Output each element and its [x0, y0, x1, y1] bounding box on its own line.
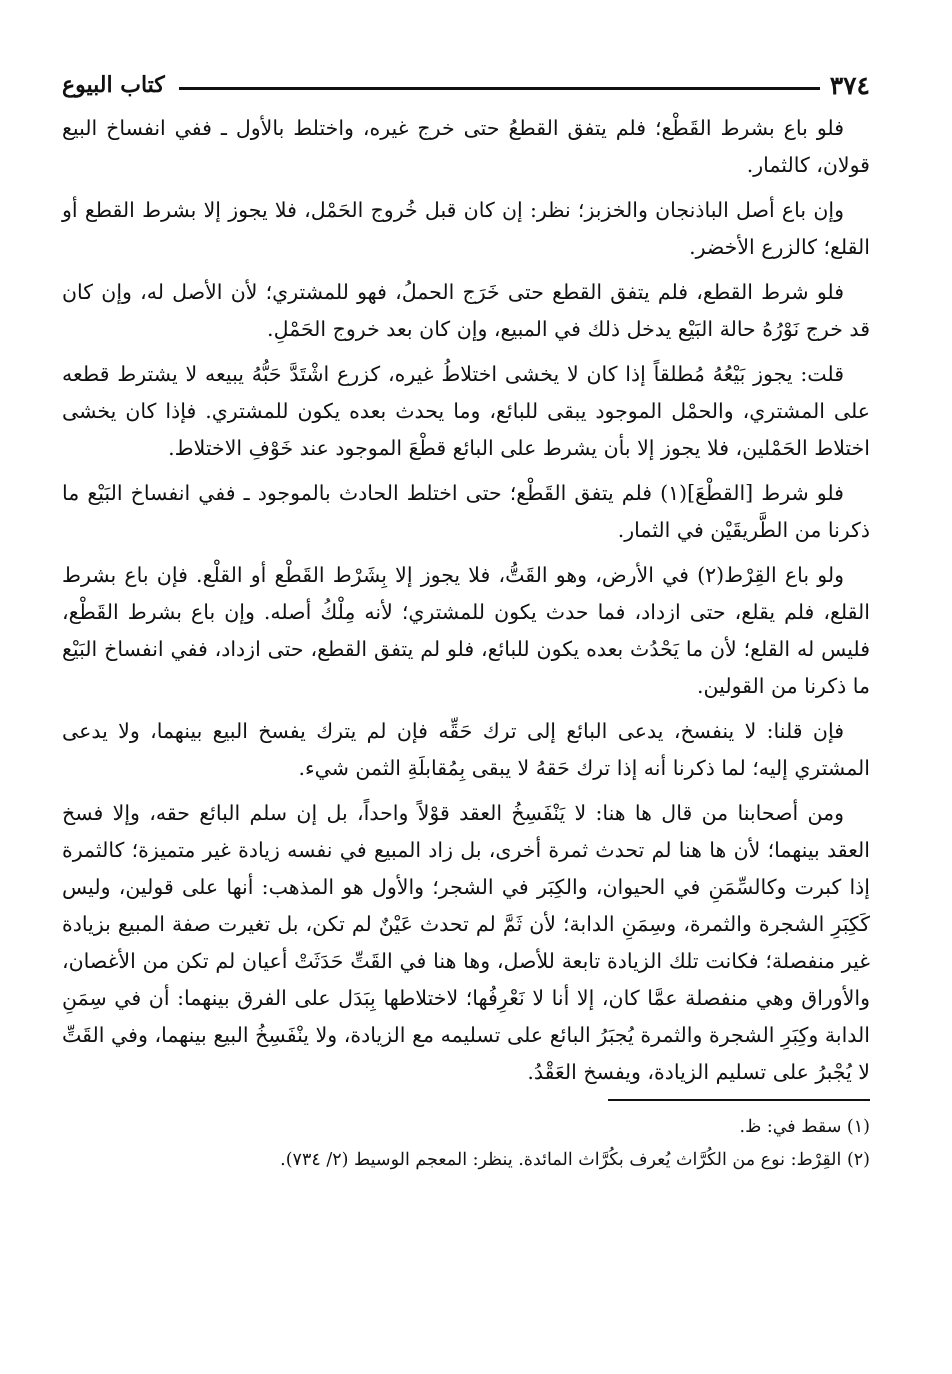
paragraph: قلت: يجوز بَيْعُهُ مُطلقاً إذا كان لا يخشى اختلاطُ غيره، كزرع اشْتَدَّ حَبُّهُ يبيعه لا يشترط قطعه على المشتري، والحمْل الموجود يبقى للبائع، وما يحدث بعده يكون للمشتري. فإذا كان يخشى اختلاط الحَمْلين، فلا يجوز إلا بأن يشرط على البائع قطْعَ الموجود عند خَوْفِ الاختلاط. — [62, 362, 870, 460]
book-page — [62, 68, 870, 1177]
paragraph: فلو شرط القطع، فلم يتفق القطع حتى خَرَج الحملُ، فهو للمشتري؛ لأن الأصل له، وإن كان قد خرج نَوْرُهُ حالة البَيْع يدخل ذلك في المبيع، وإن كان بعد خروج الحَمْلِ. — [62, 280, 870, 341]
footnote: (٢) القِرْط: نوع من الكُرَّاث يُعرف بكُرَّاث المائدة. ينظر: المعجم الوسيط (٢/ ٧٣٤). — [280, 1150, 870, 1170]
footnotes — [62, 1111, 870, 1177]
footnote: (١) سقط في: ظ. — [739, 1117, 870, 1137]
paragraph: ومن أصحابنا من قال ها هنا: لا يَنْفَسِخُ العقد قوْلاً واحداً، بل إن سلم البائع حقه، وإلا فسخ العقد بينهما؛ لأن ها هنا لم تحدث ثمرة أخرى، بل زاد المبيع في نفسه زيادة غير متميزة؛ كالثمرة إذا كبرت وكالسِّمَنِ في الحيوان، والكِبَر في الشجر؛ والأول هو المذهب: أنها على قولين، وليس كَكِبَرِ الشجرة والثمرة، وسِمَنِ الدابة؛ لأن ثَمَّ لم تحدث عَيْنٌ لم تكن، بل تغيرت صفة المبيع بزيادة غير منفصلة؛ فكانت تلك الزيادة تابعة للأصل، وها هنا في القَتِّ حَدَثَتْ أعيان لم تكن من الأغصان، والأوراق وهي منفصلة عمَّا كان، إلا أنا لا نَعْرِفُها؛ لاختلاطها بِبَدَل على الفرق بينهما: أن في سِمَنِ الدابة وكِبَرِ الشجرة والثمرة يُجبَرُ البائع على تسليمه مع الزيادة، ولا ينْفَسِخُ البيع بينهما، وفي القَتِّ لا يُجْبرُ على تسليم الزيادة، ويفسخ العَقْدُ. — [62, 801, 870, 1084]
main-text — [62, 110, 870, 1091]
running-title: كتاب البيوع — [62, 72, 165, 98]
paragraph: وإن باع أصل الباذنجان والخزبز؛ نظر: إن كان قبل خُروج الحَمْل، فلا يجوز إلا بشرط القطع أو القلع؛ كالزرع الأخضر. — [62, 198, 870, 259]
page-header — [62, 68, 870, 102]
paragraph: فلو شرط [القطْعَ](١) فلم يتفق القَطْع؛ حتى اختلط الحادث بالموجود ـ ففي انفساخ البَيْع ما ذكرنا من الطَّريقَيْن في الثمار. — [62, 481, 870, 542]
paragraph: ولو باع القِرْط(٢) في الأرض، وهو القَتُّ، فلا يجوز إلا بِشَرْط القَطْع أو القلْع. فإن باع بشرط القلع، فلم يقلع، حتى ازداد، فما حدث يكون للمشتري؛ لأنه مِلْكُ أصله. وإن باع بشرط القَطْع، فليس له القلع؛ لأن ما يَحْدُث بعده يكون للبائع، فلو لم يتفق القطع، حتى ازداد، ففي انفساخ البَيْع ما ذكرنا من القولين. — [62, 563, 870, 698]
header-rule — [179, 87, 820, 90]
page-number: ٣٧٤ — [829, 70, 870, 100]
paragraph: فلو باع بشرط القَطْع؛ فلم يتفق القطعُ حتى خرج غيره، واختلط بالأول ـ ففي انفساخ البيع قولان، كالثمار. — [62, 116, 870, 177]
footnote-divider — [608, 1099, 870, 1101]
paragraph: فإن قلنا: لا ينفسخ، يدعى البائع إلى ترك حَقِّه فإن لم يترك يفسخ البيع بينهما، ولا يدعى المشتري إليه؛ لما ذكرنا أنه إذا ترك حَقهُ لا يبقى بِمُقابلَةِ الثمن شيء. — [62, 719, 870, 780]
